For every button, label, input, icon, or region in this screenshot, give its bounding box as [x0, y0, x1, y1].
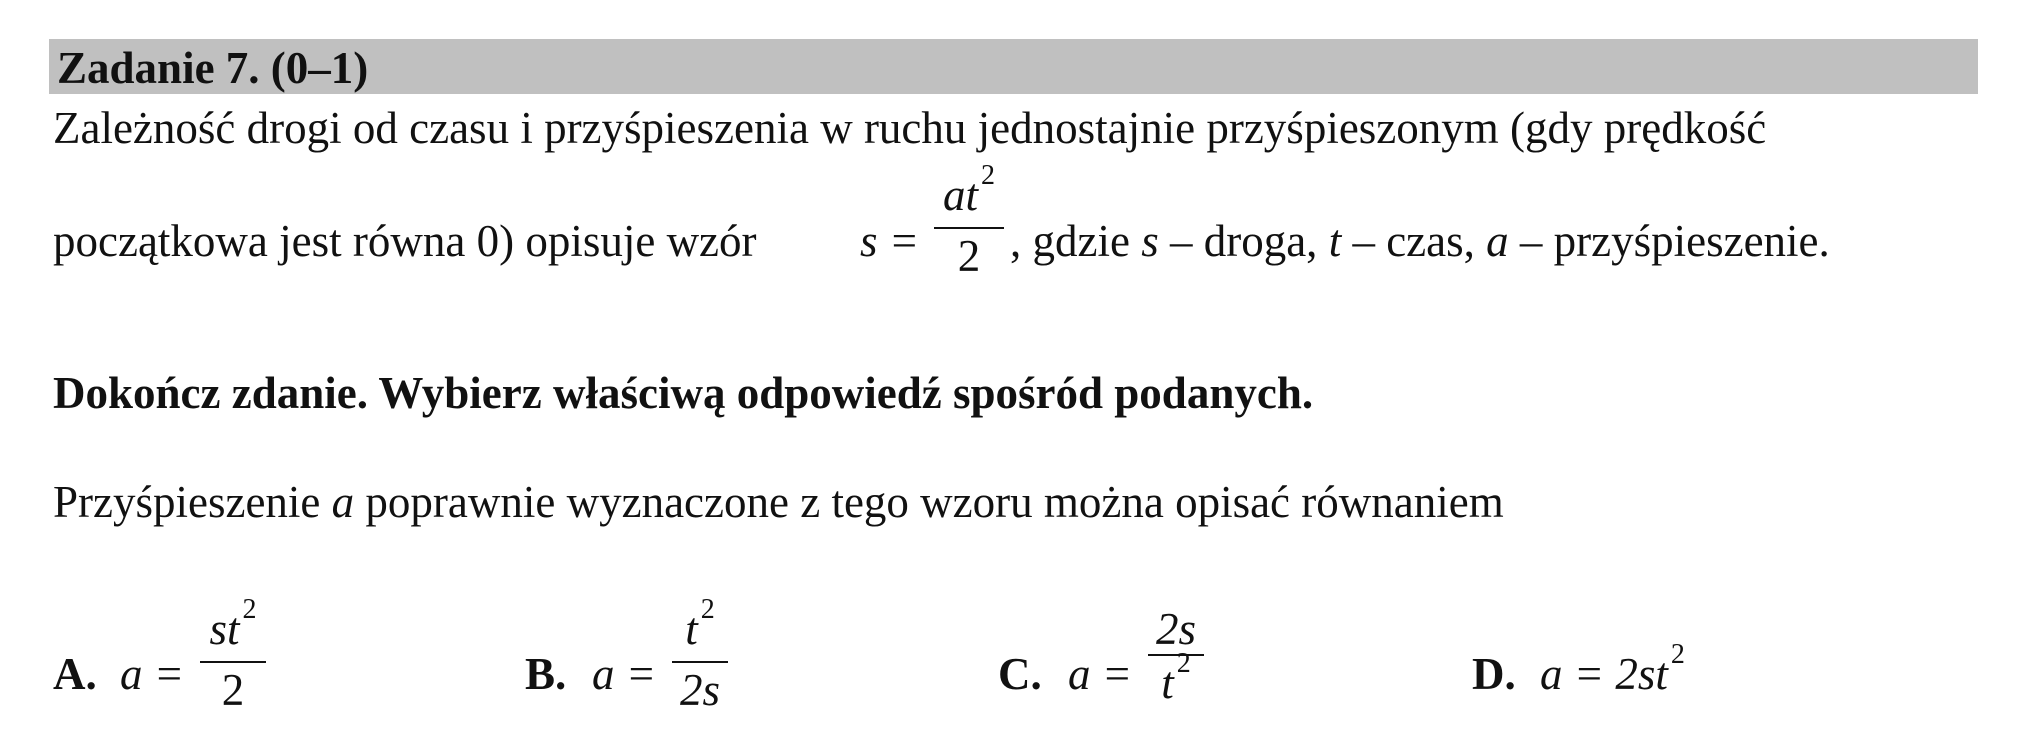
option-b-fraction: t $^2$ 2s [672, 604, 728, 717]
option-c-fraction: 2s t $^2$ [1148, 604, 1204, 717]
formula-numerator-exponent: 2 [981, 160, 995, 191]
formula-numerator: at [942, 170, 978, 220]
option-b-letter: B. [525, 649, 567, 699]
option-c-letter: C. [998, 649, 1042, 699]
intro-line-2-end: , gdzie s – droga, t – czas, a – przyśpieszenie. [1010, 216, 1830, 266]
option-d-letter: D. [1472, 649, 1516, 699]
formula-lhs: s = [860, 216, 920, 266]
option-d-expression: a = 2st $^2$ [1540, 639, 1685, 699]
question: Przyśpieszenie a poprawnie wyznaczone z tego wzoru można opisać równaniem [53, 477, 1504, 527]
option-c-lhs: a = [1068, 649, 1133, 699]
formula-fraction [934, 160, 1004, 283]
option-b-lhs: a = [592, 649, 657, 699]
task-title: Zadanie 7. (0–1) [57, 43, 369, 93]
intro-line-1: Zależność drogi od czasu i przyśpieszenia w ruchu jednostajnie przyśpieszonym (gdy prędkość [53, 103, 1767, 153]
option-a-letter: A. [53, 649, 97, 699]
formula-denominator: 2 [957, 231, 981, 281]
intro-line-2-start: początkowa jest równa 0) opisuje wzór [53, 216, 757, 266]
instruction: Dokończ zdanie. Wybierz właściwą odpowiedź spośród podanych. [53, 368, 1314, 418]
option-a-fraction: st $^2$ 2 [200, 604, 266, 717]
option-a-lhs: a = [120, 649, 185, 699]
